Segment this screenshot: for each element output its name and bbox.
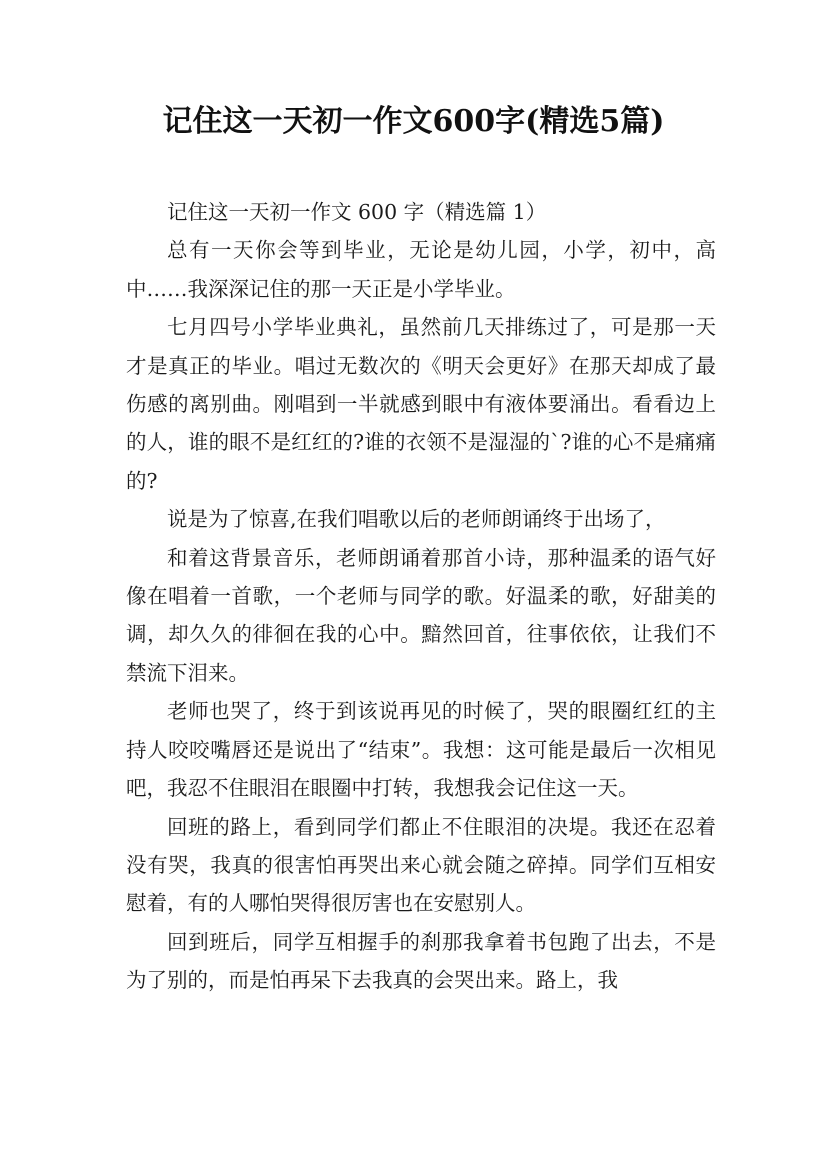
section-heading: 记住这一天初一作文 600 字（精选篇 1） xyxy=(167,200,547,224)
paragraph: 老师也哭了，终于到该说再见的时候了，哭的眼圈红红的主持人咬咬嘴唇还是说出了“结束”。我想：这可能是最后一次相见吧，我忍不住眼泪在眼圈中打转，我想我会记住这一天。 xyxy=(126,699,716,801)
document-title: 记住这一天初一作文600字(精选5篇) xyxy=(162,104,665,139)
paragraph: 和着这背景音乐，老师朗诵着那首小诗，那种温柔的语气好像在唱着一首歌，一个老师与同学的歌。好温柔的歌，好甜美的调，却久久的徘徊在我的心中。黯然回首，往事依依，让我们不禁流下泪来。 xyxy=(126,545,716,685)
paragraph: 七月四号小学毕业典礼，虽然前几天排练过了，可是那一天才是真正的毕业。唱过无数次的《明天会更好》在那天却成了最伤感的离别曲。刚唱到一半就感到眼中有液体要涌出。看看边上的人，谁的眼不是红红的?谁的衣领不是湿湿的`?谁的心不是痛痛的? xyxy=(126,315,716,493)
paragraph: 回到班后，同学互相握手的刹那我拿着书包跑了出去，不是为了别的，而是怕再呆下去我真的会哭出来。路上，我 xyxy=(126,929,716,993)
paragraph: 回班的路上，看到同学们都止不住眼泪的决堤。我还在忍着没有哭，我真的很害怕再哭出来心就会随之碎掉。同学们互相安慰着，有的人哪怕哭得很厉害也在安慰别人。 xyxy=(126,814,716,916)
paragraph: 说是为了惊喜,在我们唱歌以后的老师朗诵终于出场了， xyxy=(167,507,666,532)
document-body xyxy=(126,193,716,1000)
paragraph: 总有一天你会等到毕业，无论是幼儿园，小学，初中，高中……我深深记住的那一天正是小学毕业。 xyxy=(126,238,716,301)
